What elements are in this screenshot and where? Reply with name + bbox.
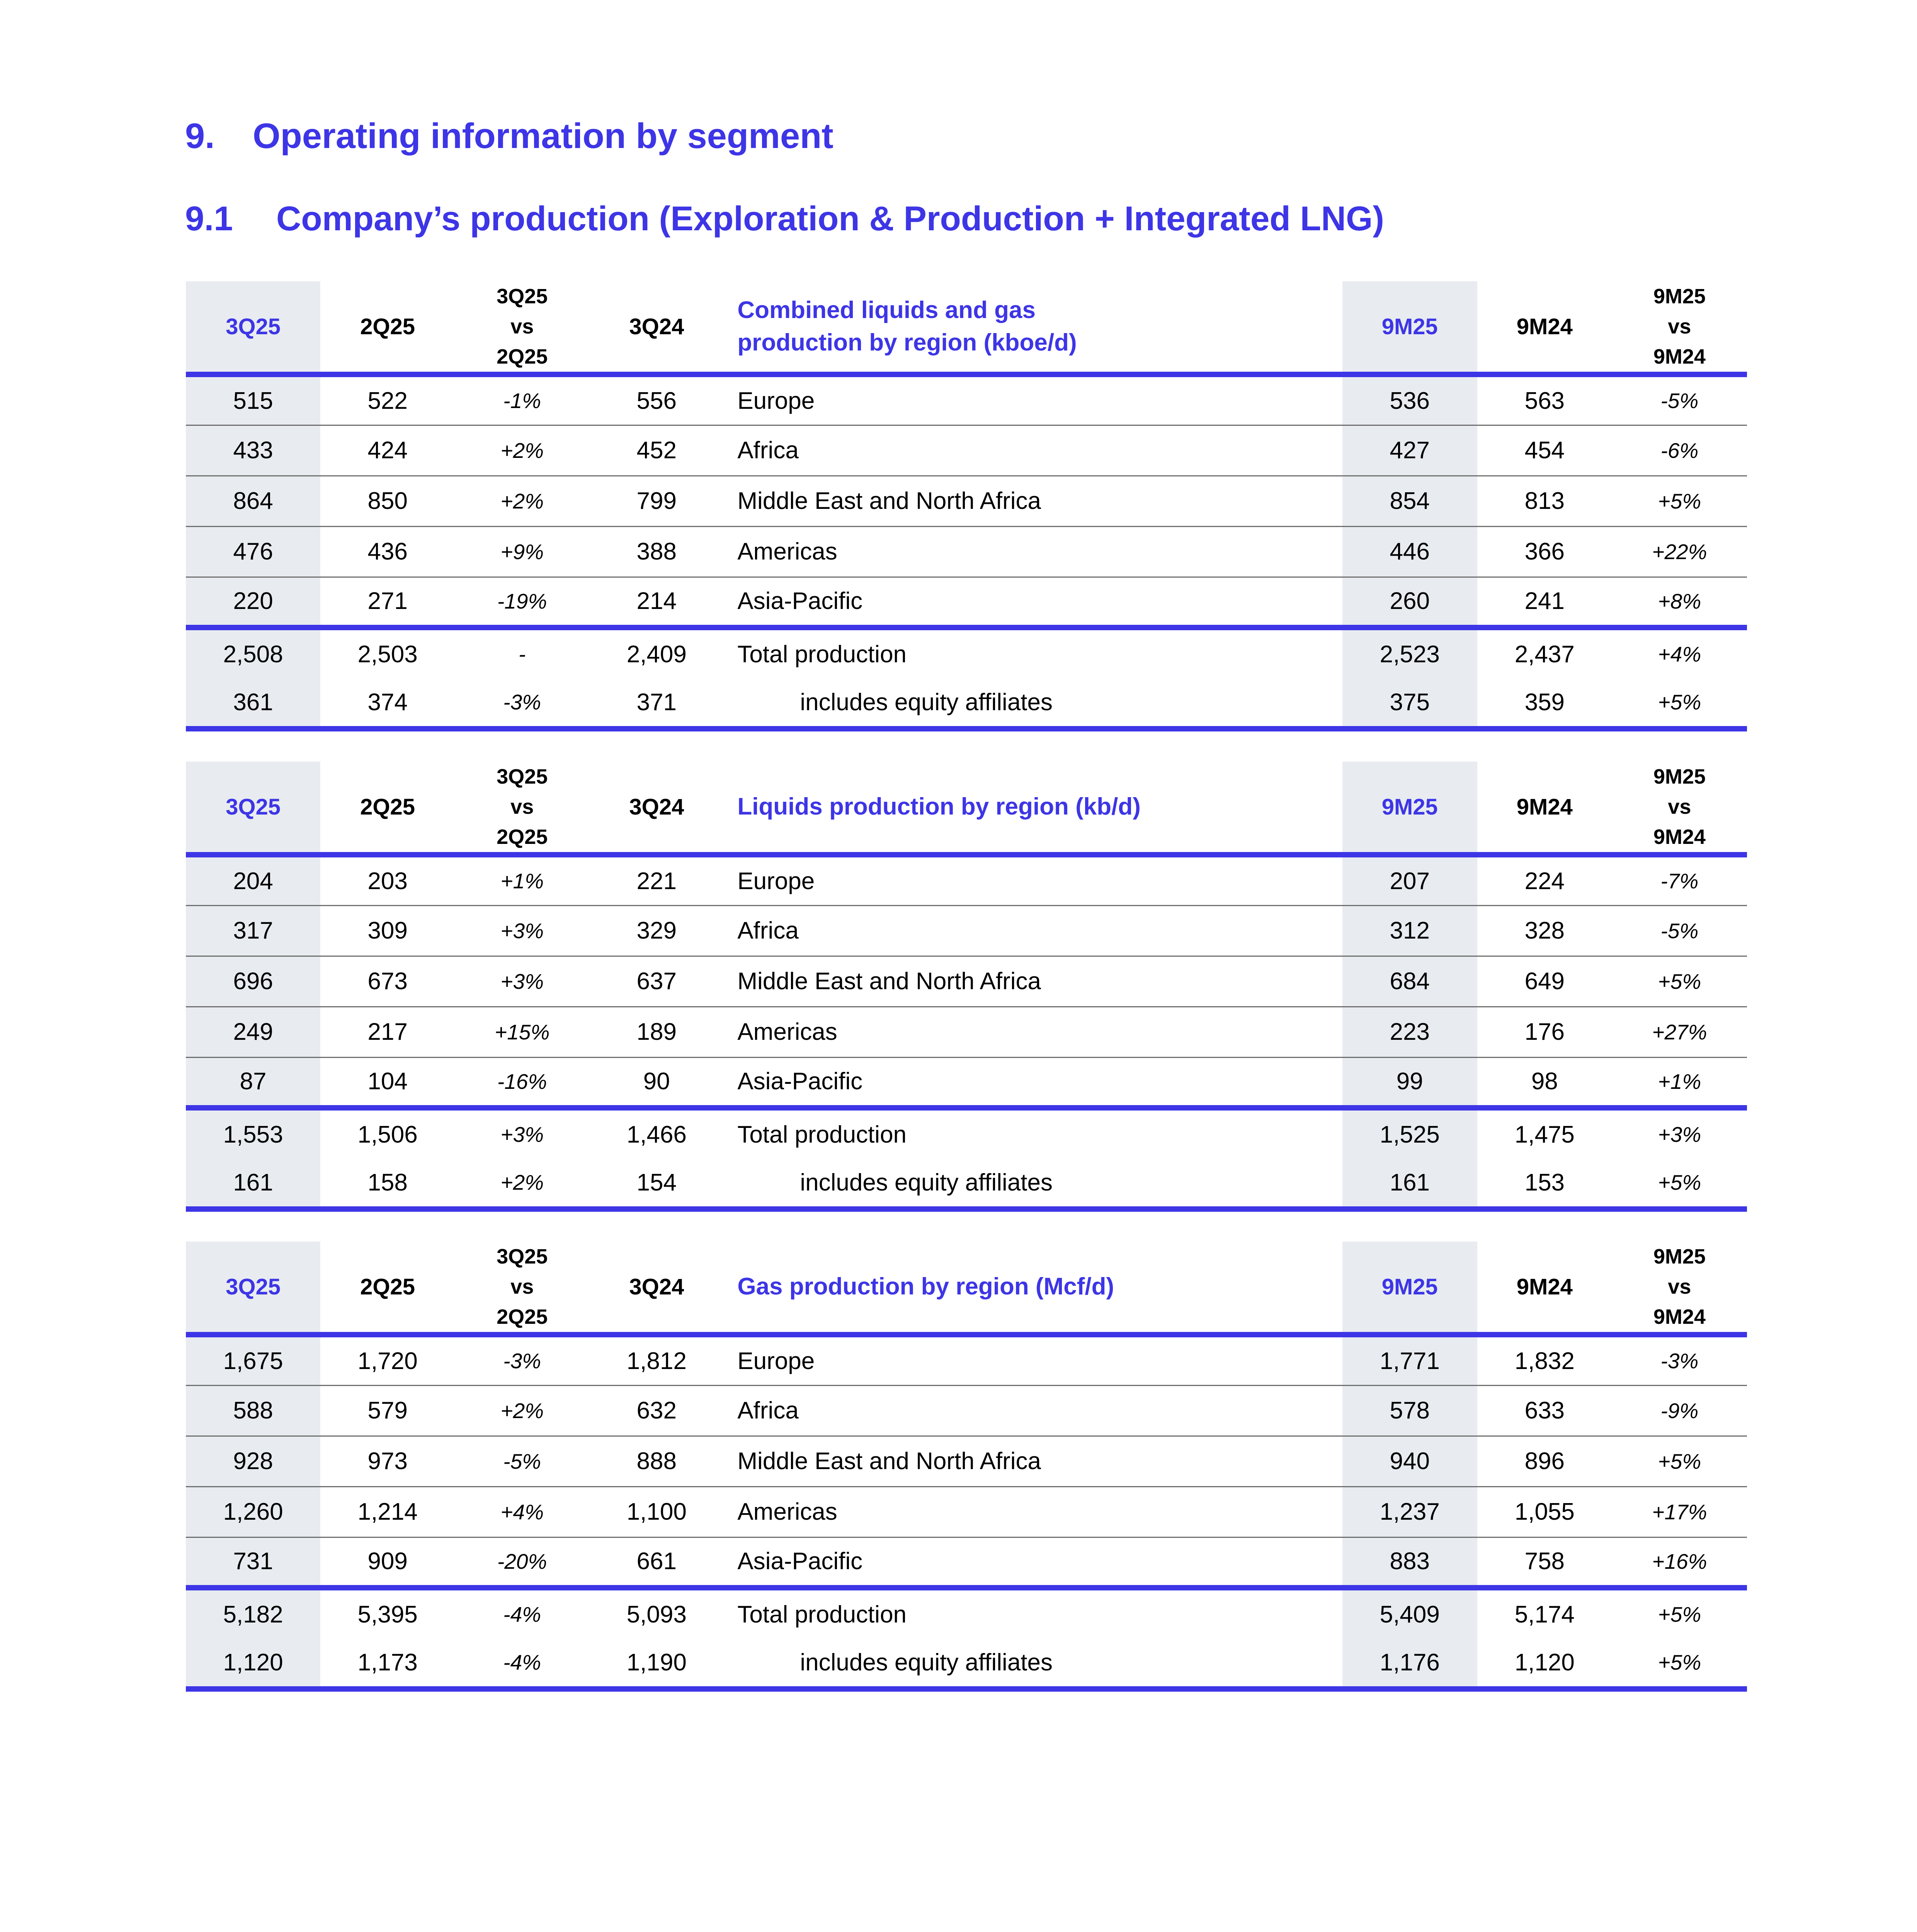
cell-region: Europe (724, 374, 1342, 425)
combined-production-table (186, 281, 1747, 731)
cell-quarter-variation: - (519, 642, 526, 666)
cell-2q25: 104 (320, 1057, 455, 1108)
cell-ytd-variation: +22% (1612, 526, 1747, 577)
cell-9m24: 359 (1477, 678, 1612, 729)
cell-9m24: 649 (1477, 956, 1612, 1007)
cell-3q25: 161 (186, 1158, 320, 1209)
cell-region: Middle East and North Africa (724, 476, 1342, 526)
cell-9m25: 446 (1342, 526, 1477, 577)
cell-quarter-variation: +9% (455, 526, 589, 577)
table-row-asia-pacific (186, 577, 1747, 628)
cell-3q25: 220 (186, 577, 320, 628)
cell-9m24: 328 (1477, 905, 1612, 956)
cell-region: Total production (737, 1601, 907, 1628)
table-row-equity-affiliates (186, 1158, 1747, 1209)
cell-2q25: 1,214 (320, 1486, 455, 1537)
cell-ytd-variation: +5% (1612, 956, 1747, 1007)
header-9m24: 9M24 (1516, 314, 1573, 339)
cell-region: includes equity affiliates (724, 1158, 1342, 1209)
table-title: Combined liquids and gas production by region (kboe/d) (737, 297, 1077, 356)
section-number: 9. (185, 116, 215, 156)
header-2q25: 2Q25 (360, 314, 415, 339)
cell-ytd-variation: +5% (1612, 1158, 1747, 1209)
cell-3q25: 317 (186, 905, 320, 956)
header-9m24: 9M24 (1516, 794, 1573, 820)
cell-2q25: 436 (320, 526, 455, 577)
cell-ytd-variation: +8% (1612, 577, 1747, 628)
cell-3q25: 864 (186, 476, 320, 526)
cell-ytd-variation: -6% (1612, 425, 1747, 476)
header-ytd-variation: 9M25 vs 9M24 (1653, 1245, 1706, 1328)
cell-3q25: 1,120 (186, 1638, 320, 1689)
cell-9m25: 578 (1342, 1385, 1477, 1436)
section-heading (185, 116, 833, 156)
cell-3q25: 87 (186, 1057, 320, 1108)
liquids-production-table (186, 762, 1747, 1212)
cell-3q24: 1,466 (626, 1121, 687, 1148)
header-2q25: 2Q25 (360, 794, 415, 820)
table-row-europe (186, 855, 1747, 905)
cell-3q25: 1,675 (186, 1335, 320, 1385)
section-title: Operating information by segment (253, 116, 833, 156)
cell-3q25: 928 (186, 1436, 320, 1486)
table-header (186, 281, 1747, 374)
cell-9m25: 375 (1342, 678, 1477, 729)
header-9m25: 9M25 (1342, 281, 1477, 374)
cell-quarter-variation: +3% (500, 1122, 544, 1146)
cell-9m24: 633 (1477, 1385, 1612, 1436)
cell-3q25: 588 (186, 1385, 320, 1436)
cell-2q25: 424 (320, 425, 455, 476)
cell-2q25: 579 (320, 1385, 455, 1436)
cell-quarter-variation: +2% (455, 1385, 589, 1436)
cell-3q25: 361 (186, 678, 320, 729)
cell-3q24: 90 (589, 1057, 724, 1108)
cell-3q24: 632 (589, 1385, 724, 1436)
cell-9m25: 854 (1342, 476, 1477, 526)
cell-3q24: 661 (589, 1537, 724, 1588)
cell-9m24: 1,832 (1477, 1335, 1612, 1385)
cell-region: Asia-Pacific (724, 577, 1342, 628)
header-ytd-variation: 9M25 vs 9M24 (1653, 285, 1706, 368)
cell-quarter-variation: -20% (455, 1537, 589, 1588)
cell-3q25: 1,553 (186, 1108, 320, 1158)
cell-9m25: 312 (1342, 905, 1477, 956)
table-row-americas (186, 1007, 1747, 1057)
cell-3q24: 154 (589, 1158, 724, 1209)
cell-3q25: 476 (186, 526, 320, 577)
cell-region: Asia-Pacific (724, 1057, 1342, 1108)
cell-9m24: 813 (1477, 476, 1612, 526)
cell-quarter-variation: +2% (455, 476, 589, 526)
cell-9m24: 176 (1477, 1007, 1612, 1057)
cell-region: includes equity affiliates (724, 678, 1342, 729)
cell-9m24: 1,475 (1514, 1121, 1575, 1148)
cell-quarter-variation: +15% (455, 1007, 589, 1057)
cell-quarter-variation: +1% (455, 855, 589, 905)
cell-2q25: 850 (320, 476, 455, 526)
cell-2q25: 673 (320, 956, 455, 1007)
table-row-africa (186, 905, 1747, 956)
cell-2q25: 909 (320, 1537, 455, 1588)
cell-2q25: 374 (320, 678, 455, 729)
subsection-number: 9.1 (185, 199, 233, 238)
header-ytd-variation: 9M25 vs 9M24 (1653, 765, 1706, 849)
cell-2q25: 1,506 (357, 1121, 418, 1148)
cell-region: Africa (724, 905, 1342, 956)
cell-ytd-variation: +16% (1612, 1537, 1747, 1588)
table-row-total (186, 628, 1747, 678)
cell-region: Africa (724, 1385, 1342, 1436)
cell-2q25: 973 (320, 1436, 455, 1486)
header-quarter-variation: 3Q25 vs 2Q25 (497, 285, 548, 368)
table-title: Liquids production by region (kb/d) (737, 793, 1141, 820)
cell-ytd-variation: +1% (1612, 1057, 1747, 1108)
cell-3q24: 214 (589, 577, 724, 628)
cell-9m25: 1,771 (1342, 1335, 1477, 1385)
cell-9m25: 1,525 (1342, 1108, 1477, 1158)
cell-2q25: 158 (320, 1158, 455, 1209)
table-row-equity-affiliates (186, 678, 1747, 729)
cell-9m24: 98 (1477, 1057, 1612, 1108)
table-row-europe (186, 1335, 1747, 1385)
table-row-africa (186, 1385, 1747, 1436)
table-header (186, 762, 1747, 855)
cell-quarter-variation: -5% (455, 1436, 589, 1486)
cell-ytd-variation: -7% (1612, 855, 1747, 905)
cell-ytd-variation: -5% (1612, 374, 1747, 425)
cell-3q24: 1,812 (589, 1335, 724, 1385)
cell-quarter-variation: -1% (455, 374, 589, 425)
gas-production-table (186, 1242, 1747, 1692)
cell-quarter-variation: -16% (455, 1057, 589, 1108)
cell-ytd-variation: +5% (1612, 476, 1747, 526)
cell-3q25: 5,182 (186, 1588, 320, 1638)
cell-region: includes equity affiliates (724, 1638, 1342, 1689)
cell-3q25: 1,260 (186, 1486, 320, 1537)
cell-region: Middle East and North Africa (724, 1436, 1342, 1486)
cell-region: Total production (737, 641, 907, 668)
header-9m25: 9M25 (1342, 1242, 1477, 1335)
cell-3q24: 5,093 (626, 1601, 687, 1628)
cell-9m25: 940 (1342, 1436, 1477, 1486)
cell-3q24: 1,190 (589, 1638, 724, 1689)
cell-quarter-variation: +3% (455, 905, 589, 956)
cell-3q25: 731 (186, 1537, 320, 1588)
table-row-equity-affiliates (186, 1638, 1747, 1689)
cell-quarter-variation: -19% (455, 577, 589, 628)
cell-region: Americas (724, 526, 1342, 577)
cell-9m25: 1,176 (1342, 1638, 1477, 1689)
cell-ytd-variation: +5% (1612, 678, 1747, 729)
cell-9m24: 896 (1477, 1436, 1612, 1486)
cell-quarter-variation: +4% (455, 1486, 589, 1537)
cell-2q25: 1,720 (320, 1335, 455, 1385)
cell-ytd-variation: -5% (1612, 905, 1747, 956)
cell-9m25: 161 (1342, 1158, 1477, 1209)
cell-9m25: 883 (1342, 1537, 1477, 1588)
table-title: Gas production by region (Mcf/d) (737, 1273, 1114, 1300)
table-row-mena (186, 956, 1747, 1007)
cell-3q25: 204 (186, 855, 320, 905)
subsection-title: Company’s production (Exploration & Production + Integrated LNG) (276, 199, 1385, 238)
cell-region: Americas (724, 1486, 1342, 1537)
cell-2q25: 522 (320, 374, 455, 425)
table-row-total (186, 1588, 1747, 1638)
cell-9m25: 427 (1342, 425, 1477, 476)
subsection-heading (185, 199, 1384, 238)
header-3q25: 3Q25 (186, 281, 320, 374)
cell-ytd-variation: +4% (1658, 642, 1701, 666)
cell-9m24: 224 (1477, 855, 1612, 905)
cell-ytd-variation: -3% (1612, 1335, 1747, 1385)
cell-3q25: 433 (186, 425, 320, 476)
cell-3q24: 2,409 (626, 641, 687, 668)
cell-9m25: 5,409 (1342, 1588, 1477, 1638)
cell-9m24: 454 (1477, 425, 1612, 476)
cell-3q24: 189 (589, 1007, 724, 1057)
cell-9m24: 153 (1477, 1158, 1612, 1209)
cell-ytd-variation: +17% (1612, 1486, 1747, 1537)
cell-quarter-variation: +2% (455, 1158, 589, 1209)
cell-quarter-variation: +2% (455, 425, 589, 476)
cell-3q24: 888 (589, 1436, 724, 1486)
cell-2q25: 217 (320, 1007, 455, 1057)
cell-9m25: 2,523 (1342, 628, 1477, 678)
cell-ytd-variation: +5% (1658, 1602, 1701, 1626)
cell-9m24: 1,120 (1477, 1638, 1612, 1689)
cell-2q25: 203 (320, 855, 455, 905)
cell-ytd-variation: +27% (1612, 1007, 1747, 1057)
cell-9m24: 5,174 (1514, 1601, 1575, 1628)
cell-quarter-variation: -3% (455, 678, 589, 729)
cell-9m24: 2,437 (1514, 641, 1575, 668)
cell-3q24: 799 (589, 476, 724, 526)
cell-9m24: 563 (1477, 374, 1612, 425)
cell-2q25: 309 (320, 905, 455, 956)
table-row-europe (186, 374, 1747, 425)
cell-region: Asia-Pacific (724, 1537, 1342, 1588)
cell-quarter-variation: -3% (455, 1335, 589, 1385)
cell-region: Europe (724, 1335, 1342, 1385)
cell-9m24: 241 (1477, 577, 1612, 628)
cell-3q24: 371 (589, 678, 724, 729)
cell-3q25: 515 (186, 374, 320, 425)
header-quarter-variation: 3Q25 vs 2Q25 (497, 765, 548, 849)
cell-9m24: 1,055 (1477, 1486, 1612, 1537)
table-row-asia-pacific (186, 1537, 1747, 1588)
table-row-africa (186, 425, 1747, 476)
header-9m24: 9M24 (1516, 1274, 1573, 1299)
cell-3q25: 696 (186, 956, 320, 1007)
cell-region: Africa (724, 425, 1342, 476)
cell-region: Total production (737, 1121, 907, 1148)
cell-3q24: 556 (589, 374, 724, 425)
cell-2q25: 1,173 (320, 1638, 455, 1689)
table-row-asia-pacific (186, 1057, 1747, 1108)
cell-9m25: 684 (1342, 956, 1477, 1007)
table-row-mena (186, 1436, 1747, 1486)
cell-9m25: 536 (1342, 374, 1477, 425)
header-3q25: 3Q25 (186, 762, 320, 855)
table-row-americas (186, 526, 1747, 577)
cell-ytd-variation: +5% (1612, 1638, 1747, 1689)
cell-2q25: 271 (320, 577, 455, 628)
table-row-total (186, 1108, 1747, 1158)
table-row-americas (186, 1486, 1747, 1537)
cell-9m24: 758 (1477, 1537, 1612, 1588)
header-3q24: 3Q24 (629, 794, 684, 820)
table-header (186, 1242, 1747, 1335)
header-quarter-variation: 3Q25 vs 2Q25 (497, 1245, 548, 1328)
cell-3q24: 1,100 (589, 1486, 724, 1537)
table-row-mena (186, 476, 1747, 526)
cell-ytd-variation: +5% (1612, 1436, 1747, 1486)
cell-quarter-variation: +3% (455, 956, 589, 1007)
header-3q24: 3Q24 (629, 1274, 684, 1299)
cell-3q24: 329 (589, 905, 724, 956)
cell-region: Americas (724, 1007, 1342, 1057)
cell-3q24: 221 (589, 855, 724, 905)
cell-9m24: 366 (1477, 526, 1612, 577)
cell-3q24: 452 (589, 425, 724, 476)
cell-region: Europe (724, 855, 1342, 905)
cell-ytd-variation: +3% (1658, 1122, 1701, 1146)
header-2q25: 2Q25 (360, 1274, 415, 1299)
cell-9m25: 223 (1342, 1007, 1477, 1057)
cell-3q24: 637 (589, 956, 724, 1007)
cell-quarter-variation: -4% (455, 1638, 589, 1689)
cell-3q25: 249 (186, 1007, 320, 1057)
cell-ytd-variation: -9% (1612, 1385, 1747, 1436)
cell-region: Middle East and North Africa (724, 956, 1342, 1007)
header-3q25: 3Q25 (186, 1242, 320, 1335)
cell-3q24: 388 (589, 526, 724, 577)
cell-9m25: 99 (1342, 1057, 1477, 1108)
cell-9m25: 1,237 (1342, 1486, 1477, 1537)
cell-9m25: 260 (1342, 577, 1477, 628)
header-9m25: 9M25 (1342, 762, 1477, 855)
cell-2q25: 5,395 (357, 1601, 418, 1628)
cell-3q25: 2,508 (186, 628, 320, 678)
header-3q24: 3Q24 (629, 314, 684, 339)
cell-9m25: 207 (1342, 855, 1477, 905)
cell-quarter-variation: -4% (503, 1602, 541, 1626)
cell-2q25: 2,503 (357, 641, 418, 668)
